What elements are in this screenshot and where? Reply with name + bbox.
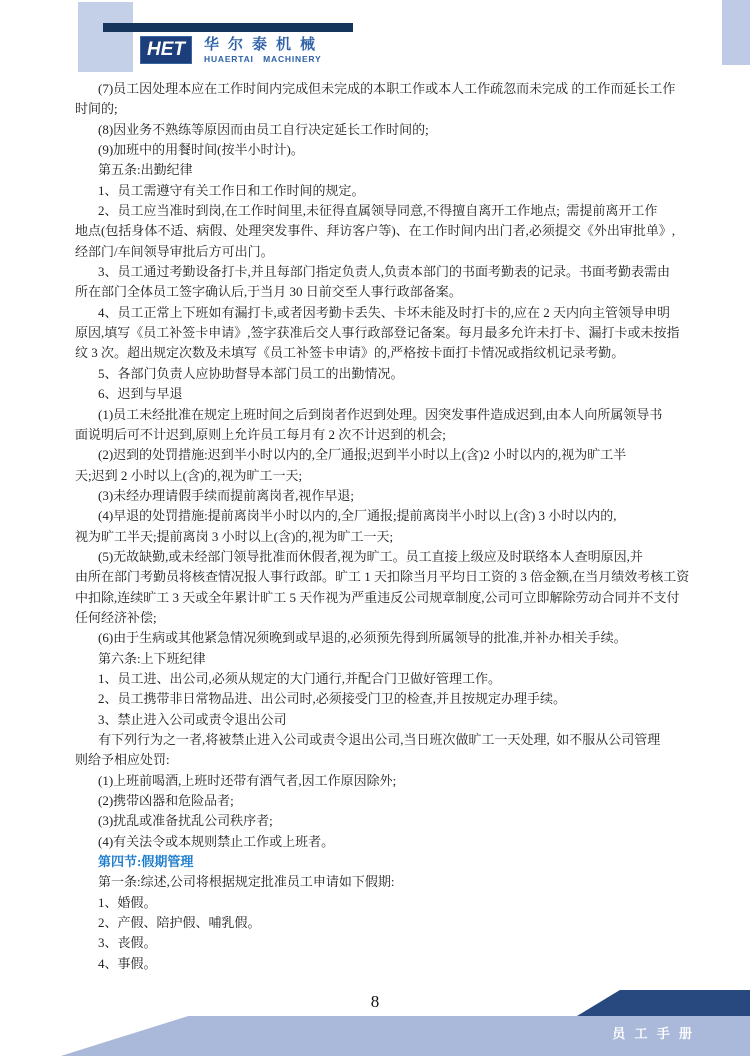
text-line: (5)无故缺勤,或未经部门领导批准而休假者,视为旷工。员工直接上级应及时联络本人查明原因,并 — [98, 548, 643, 564]
text-line: 1、婚假。 — [98, 894, 157, 910]
text-line: (3)未经办理请假手续而提前离岗者,视作早退; — [98, 487, 355, 503]
text-line: 4、事假。 — [98, 955, 157, 971]
logo-monogram-icon — [140, 36, 192, 64]
text-line: (3)扰乱或准备扰乱公司秩序者; — [98, 813, 273, 829]
text-line: (2)携带凶器和危险品者; — [98, 793, 234, 809]
text-line: 2、员工应当准时到岗,在工作时间里,未征得直属领导同意,不得擅自离开工作地点; 需提前离开工作 — [98, 203, 658, 219]
logo-monogram-text: HET — [147, 39, 185, 60]
text-line: 4、员工正常上下班如有漏打卡,或者因考勤卡丢失、卡坏未能及时打卡的,应在 2 天内向主管领导申明 — [98, 304, 671, 320]
text-line: 第五条:出勤纪律 — [98, 162, 193, 178]
text-line: 面说明后可不计迟到,原则上允许员工每月有 2 次不计迟到的机会; — [75, 426, 446, 442]
text-line: 6、迟到与早退 — [98, 386, 183, 402]
text-line: 则给予相应处罚: — [75, 752, 170, 768]
document-body — [75, 79, 735, 974]
text-line: 1、员工需遵守有关工作日和工作时间的规定。 — [98, 182, 365, 198]
text-line: 1、员工进、出公司,必须从规定的大门通行,并配合门卫做好管理工作。 — [98, 670, 502, 686]
text-line: (6)由于生病或其他紧急情况须晚到或早退的,必须预先得到所属领导的批准,并补办相关手续。 — [98, 630, 627, 646]
text-line: 5、各部门负责人应协助督导本部门员工的出勤情况。 — [98, 365, 404, 381]
text-line: 中扣除,连续旷工 3 天或全年累计旷工 5 天作视为严重违反公司规章制度,公司可立即解除劳动合同并不支付 — [75, 589, 680, 605]
text-line: 由所在部门考勤员将核查情况报人事行政部。旷工 1 天扣除当月平均日工资的 3 倍金额,在当月绩效考核工资 — [75, 569, 690, 585]
text-line: 任何经济补偿; — [75, 609, 157, 625]
text-line: 有下列行为之一者,将被禁止进入公司或责令退出公司,当日班次做旷工一天处理, 如不服从公司管理 — [98, 732, 661, 747]
text-line: 时间的; — [75, 101, 118, 117]
text-line: 第一条:综述,公司将根据规定批准员工申请如下假期: — [98, 874, 395, 890]
text-line: 所在部门全体员工签字确认后,于当月 30 日前交至人事行政部备案。 — [75, 284, 462, 300]
company-logo — [140, 36, 324, 64]
text-line: (9)加班中的用餐时间(按半小时计)。 — [98, 142, 304, 158]
text-line: 2、产假、陪护假、哺乳假。 — [98, 915, 261, 931]
text-line: 3、禁止进入公司或责令退出公司 — [98, 711, 287, 727]
header-rule-bar — [103, 23, 353, 32]
text-line: (2)迟到的处罚措施:迟到半小时以内的,全厂通报;迟到半小时以上(含)2 小时以内的,视为旷工半 — [98, 447, 627, 463]
text-line: (1)上班前喝酒,上班时还带有酒气者,因工作原因除外; — [98, 772, 397, 788]
header-left-accent-block — [78, 2, 133, 72]
text-line: (4)有关法令或本规则禁止工作或上班者。 — [98, 833, 335, 849]
logo-wordmark — [204, 36, 324, 64]
text-line: 3、丧假。 — [98, 935, 157, 951]
text-line: 原因,填写《员工补签卡申请》,签字获准后交人事行政部登记备案。每月最多允许未打卡、漏打卡或未按指 — [75, 325, 680, 341]
text-line: 第六条:上下班纪律 — [98, 650, 206, 666]
page-number: 8 — [370, 992, 380, 1011]
header-right-accent-block — [722, 0, 750, 65]
text-line: 经部门/车间领导审批后方可出门。 — [75, 243, 274, 259]
text-line: 纹 3 次。超出规定次数及未填写《员工补签卡申请》的,严格按卡面打卡情况或指纹机记录考勤。 — [75, 345, 625, 361]
handbook-label: 员 工 手 册 — [612, 1026, 695, 1041]
text-line: (7)员工因处理本应在工作时间内完成但未完成的本职工作或本人工作疏忽而未完成 的工作而延长工作 — [98, 81, 676, 96]
text-line: 3、员工通过考勤设备打卡,并且每部门指定负责人,负责本部门的书面考勤表的记录。书面考勤表需由 — [98, 264, 671, 280]
section-heading: 第四节:假期管理 — [98, 854, 194, 870]
text-line: 天;迟到 2 小时以上(含)的,视为旷工一天; — [75, 467, 303, 483]
text-line: 2、员工携带非日常物品进、出公司时,必须接受门卫的检查,并且按规定办理手续。 — [98, 691, 567, 707]
text-line: 地点(包括身体不适、病假、处理突发事件、拜访客户等)、在工作时间内出门者,必须提交《外出审批单》, — [75, 223, 676, 239]
company-name-cn: 华尔泰机械 — [204, 37, 325, 53]
text-line: (1)员工未经批准在规定上班时间之后到岗者作迟到处理。因突发事件造成迟到,由本人向所属领导书 — [98, 406, 663, 422]
company-name-en: HUAERTAI MACHINERY — [204, 54, 322, 64]
text-line: (8)因业务不熟练等原因而由员工自行决定延长工作时间的; — [98, 121, 429, 137]
text-line: 视为旷工半天;提前离岗 3 小时以上(含)的,视为旷工一天; — [75, 528, 394, 544]
text-line: (4)早退的处罚措施:提前离岗半小时以内的,全厂通报;提前离岗半小时以上(含) 3 小时以内的, — [98, 508, 617, 524]
